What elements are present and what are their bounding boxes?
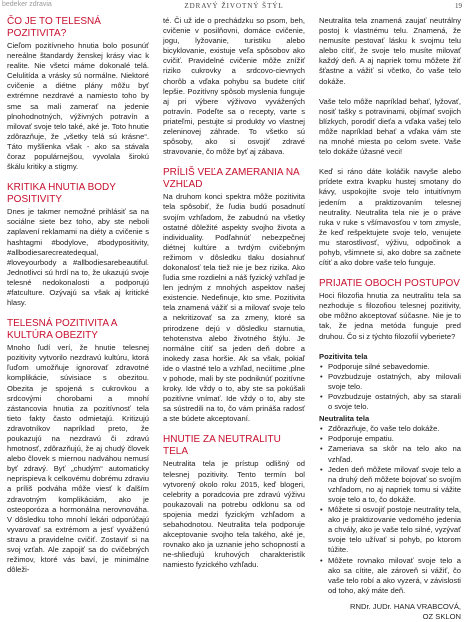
list-item: • Podporuje empatiu. xyxy=(319,434,461,444)
paragraph-neutral-stance: Neutralita tela znamená zaujať neutrálny postoj k vlastnému telu. Znamená, že nemusíte pestovať lásku k svojmu telu alebo cítiť, že svoje telo musíte milovať každý deň. A aj napriek tomu môžete žiť šťastne a vážiť si včetko, čo vaše telo dokáže. xyxy=(319,16,461,86)
column-3 xyxy=(319,16,461,622)
neutrality-list xyxy=(319,424,461,596)
heading-what-is-body-positivity: ČO JE TO TELESNÁ POZITIVITA? xyxy=(7,16,101,39)
author-signature xyxy=(319,602,461,622)
positivity-list xyxy=(319,362,461,412)
paragraph-body-positivity-intro: Cieľom pozitívneho hnutia bolo posunúť nereálne štandardy ženskej krásy viac k realite. Nie všetci máme dokonalé telá. Celulitída a vrásky sú normálne. Niektoré cvičenie a diétne plány môžu byť extrémne nezdravé a namiesto toho by sme sa mali zamerať na jedenie plnohodnotných, výživných potravín a milovať svoje telo také, aké je. Toto hnutie zdôrazňuje, že „všetky telá sú krásne“. Táto myšlienka však - ako sa stávala čoraz populárnejšou, vyvolala širokú škálu kritiky a stigmy. xyxy=(7,41,149,172)
list-item: • Podporuje silné sebavedomie. xyxy=(319,362,461,372)
paragraph-both-approaches: Hoci filozofia hnutia za neutralitu tela sa nezhoduje s filozofiou telesnej pozitivity, obe môžno akceptovať súčasne. Nie je to tak, že jedna metóda funguje pred druhou. Čo si z týchto filozofií vyberiete? xyxy=(319,291,461,341)
list-item: • Zameriava sa skôr na telo ako na vzhľad. xyxy=(319,444,461,464)
list-heading-positivity: Pozitivita tela xyxy=(319,351,368,361)
author-name: RNDr. JUDr. HANA VRABCOVÁ, xyxy=(350,601,461,611)
heading-body-neutrality: HNUTIE ZA NEUTRALITU TELA xyxy=(163,434,281,458)
list-item: • Môžete rovnako milovať svoje telo a ako sa cítite, ale zároveň si vážiť, čo vaše telo robí a ako vyzerá, v závislosti od toho, aký máte deň. xyxy=(319,556,461,596)
list-item: • Povzbudzuje ostatných, aby milovali svoje telo. xyxy=(319,372,461,392)
heading-both-approaches: PRIJATIE OBOCH POSTUPOV xyxy=(319,278,460,290)
author-organization: OZ SKLON xyxy=(422,611,461,621)
column-2 xyxy=(163,16,305,581)
paragraph-appearance-focus: Na druhom konci spektra môže pozitivita tela spôsobiť, že ľudia budú posadnutí svojím vzhľadom, že zabudnú na všetky ostatné dôležité aspekty svojho života a individuality. Podľahnúť nebezpečnej diétnej kultúre a tvrdým cvičebným režimom v dôsledku tlaku dosiahnuť dokonalosť tela tiež nie je bez rizika. Ako ľudia sme rozdielni a náš fyzický vzhľad je len jedným z mnohých aspektov našej existencie. Nedefinuje, kto sme. Pozitivita tela znamená vážiť si a milovať svoje telo a nekritizovať sa za zmeny, ktoré sa prirodzene dejú v dôsledku starnutia, tehotenstva alebo životného štýlu. Je normálne cítiť sa jeden deň dobre a inokedy zasa horšie. Ak sa však, pokiaľ ide o vlastné telo a vzhľad, neciítime ‚plne v pohode, mali by ste podniknúť pozitívne kroky. Ide vždy o to, aby ste sa pokúšali pozitívne vnímať. Ide vždy o to, aby ste sa sústredili na to, čo vám prináša radosť a ste búdete akceptovaní. xyxy=(163,192,305,424)
heading-obesity-culture: TELESNÁ POZITIVITA A KULTÚRA OBEZITY xyxy=(7,318,117,342)
list-item: • Jeden deň môžete milovať svoje telo a na druhý deň môžete bojovať so svojím vzhľadom, no aj napriek tomu si vážite svoje telo a to, čo dokáže. xyxy=(319,465,461,505)
paragraph-body-abilities: Vaše telo môže napríklad behať, lyžovať, nosiť tašky s potravinami, objímať svojich blízkych, porodiť dieťa a vďaka vašej telo môže napríklad behať a vďaka vám ste na mnohé miesta po celom svete. Vaše telo dokáže úžasné veci! xyxy=(319,96,461,157)
paragraph-exercise: té. Či už ide o prechádzku so psom, beh, cvičenie v posilňovni, domáce cvičenie, jogu, lyžovanie, turistiku alebo bicyklovanie, existuje veľa spôsobov ako cvičiť. Pravidelné cvičenie môže znížiť riziko cukrovky a srdcovo-cievnych chorôb a vďaka pohybu sa budete cítiť lepšie. Pozitívny spôsob myslenia funguje aj pri výbere výživovo vyvážených potravín. Podeľte sa o recepty, varte s priateľmi, pestujte si produkty vo vlastnej zeleninovej záhrade. To všetko sú spôsoby, ako si osvojiť zdravé stravovanie, čo môže byť aj zábava. xyxy=(163,16,305,157)
page-header xyxy=(0,0,468,14)
list-item: • Zdôrazňuje, čo vaše telo dokáže. xyxy=(319,424,461,434)
list-heading-neutrality: Neutralita tela xyxy=(319,414,370,424)
page-number: 19 xyxy=(455,2,462,10)
paragraph-body-neutrality: Neutralita tela je prístup odlišný od telesnej pozitivity. Tento termín bol vytvorený okolo roku 2015, keď blogeri, celebrity a poradcovia pre zdravú výživu poukazovali na potrebu odklonu sa od spojenia medzi fyzickým vzhľadom a sebahodnotou. Neutralita tela podporuje akceptovanie svojho tela takého, aké je, rovnako ako ja uznanie jeho schopností a ne-shlieďujú kruhových charakteristík namiesto fyzického vzhľadu. xyxy=(163,459,305,570)
paragraph-intuitive-eating: Keď si ráno dáte koláčik navyše alebo prídete extra kvapku hustej smotany do kávy, uspokojíte svoje telo intuitívnym jedením a praktizovaním telesnej neutrality. Neutralita tela nie je o práve ruka v ruke s všímavosťou v tom zmysle, že keď rešpektujete svoje telo, venujete mu starostlivosť, výživu, odpočinok a pohyb, všimnete si, ako dobre sa začnete cítiť a ako dobre vaše telo funguje. xyxy=(319,167,461,268)
paragraph-obesity-culture: Mnoho ľudí verí, že hnutie telesnej pozitivity vytvorilo nezdravú kultúru, ktorá ľuďom umožňuje ignorovať zdravotné komplikácie, súvisiace s obezitou. Obezita je spojená s cukrovkou a srdcovými chorobami a mnohí zástancovia hnutia za pozitívnosť tela tieto fakty často odmietajú. Kritizujú zdravotníkov napríklad preto, že poukazujú na nezdravú či zdravú hmotnosť, zdôrazňujú, že aj chudý človek alebo človek s miernou nadváhou nemusí byť zdravý. Byť „chudým“ automaticky neprispieva k celkovému dobrému zdraviu a príliš podváha môže viesť k ďalším zdravotným komplikáciám, ako je osteoporóza a hormonálna nerovnováha. V dôsledku toho mnohí lekári odporúčajú vyvarovať sa extrémom a jesť vyváženú stravu a pravidelne cvičiť. Zostaviť si na svoj vzťah. Ale zapojiť sa do cvičebných režimov, ktoré vás baví, je minimálne dôleži- xyxy=(7,343,149,575)
section-title: ZDRAVÝ ŽIVOTNÝ ŠTÝL xyxy=(184,2,284,10)
column-1 xyxy=(7,16,149,585)
list-item: • Môžete si osvojiť postoje neutrality tela, ako je praktizovanie vedomého jedenia a chvály, ako je vaše telo silné, vyzývať svoje telo užívať si pohyb, po ktorom túžite. xyxy=(319,505,461,555)
heading-appearance-focus: PRÍLIŠ VEĽA ZAMERANIA NA VZHĽAD xyxy=(163,167,300,191)
magazine-name: bedeker zdravia xyxy=(2,1,52,8)
heading-criticism: KRITIKA HNUTIA BODY POSITIVITY xyxy=(7,182,116,206)
paragraph-criticism: Dnes je takmer nemožné prihlásiť sa na sociálne siete bez toho, aby ste neboli zaplavení reklamami na diéty a cvičenie s hashtagmi #bodylove, #bodypositivity, #allbodiesarecreatedequal, #loveyourbody a #allbodiesarebeautiful. Jednotlivci sú hrdí na to, že ukazujú svoje telesné nedokonalosti a podporujú #fatculture. Ozývajú sa však aj kritické hlasy. xyxy=(7,207,149,308)
list-item: • Povzbudzuje ostatných, aby sa starali o svoje telo. xyxy=(319,392,461,412)
